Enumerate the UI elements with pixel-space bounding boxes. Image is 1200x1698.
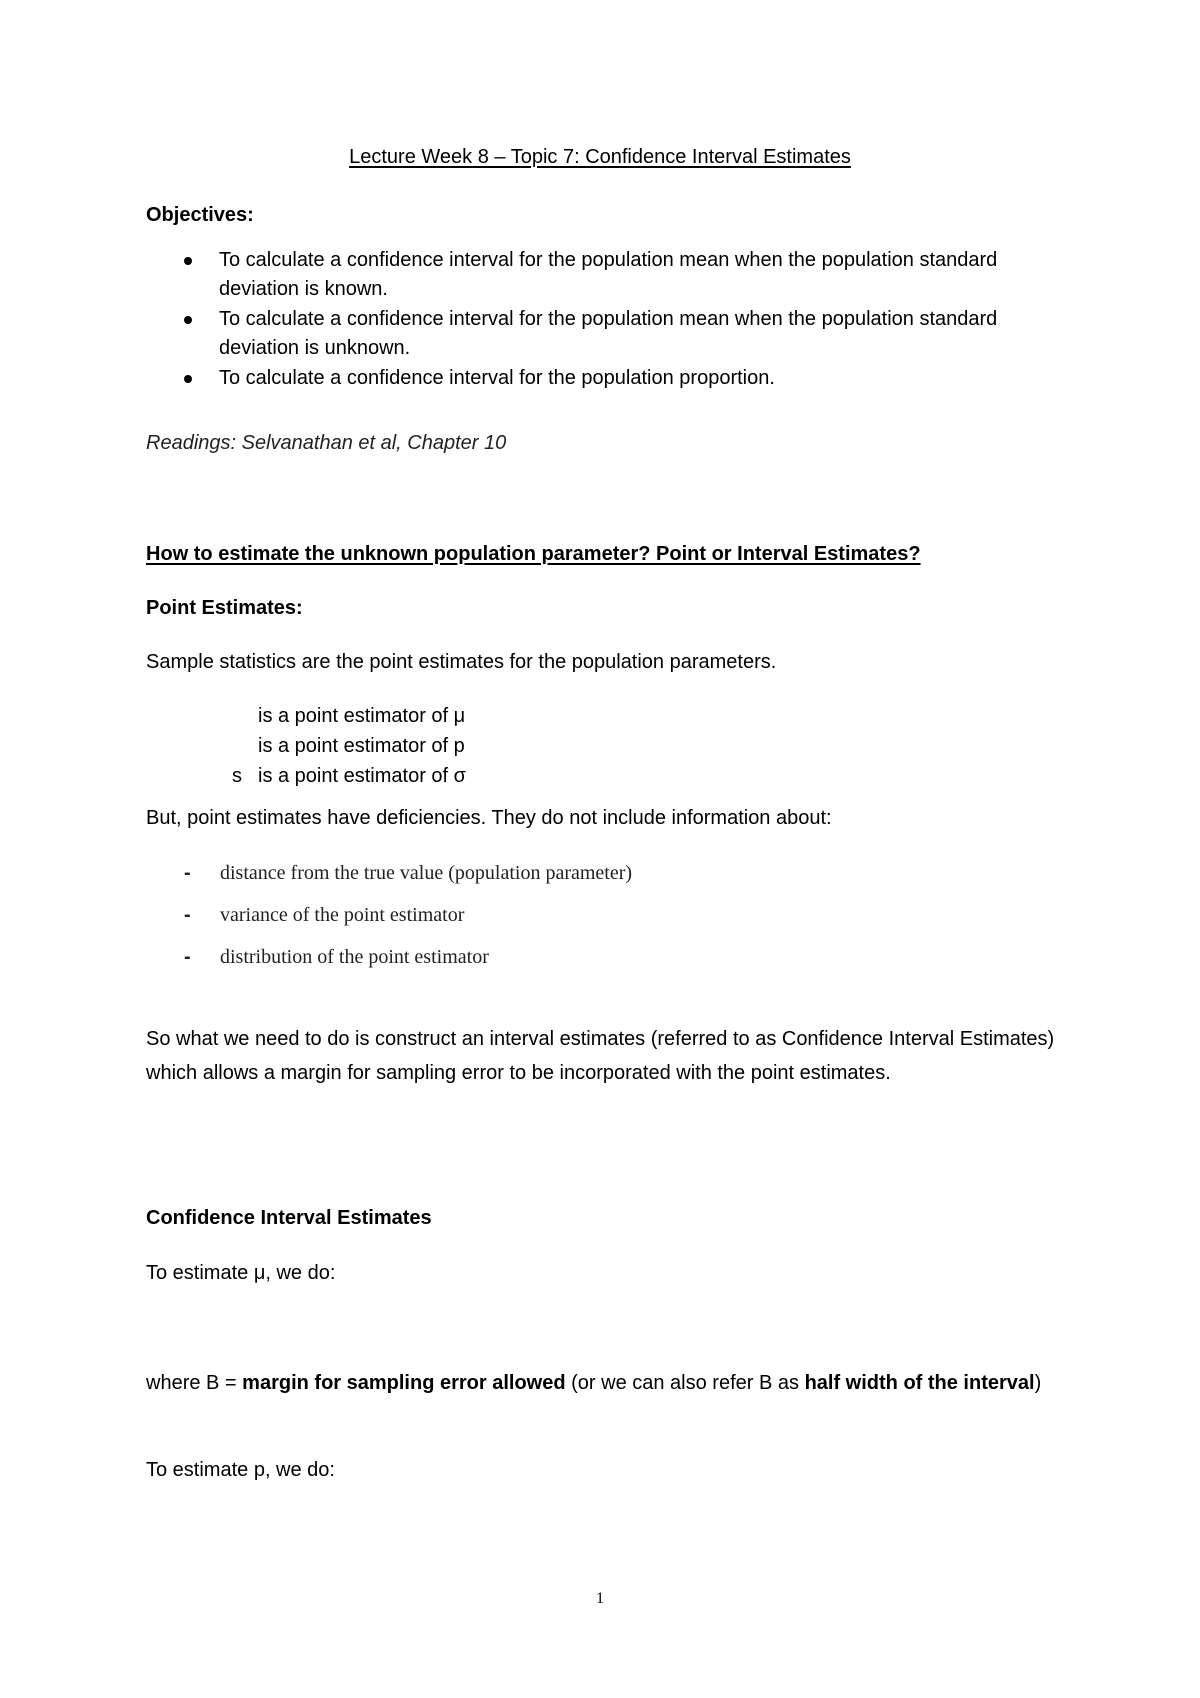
estimator-text: is a point estimator of p [258, 735, 465, 757]
list-item: - distribution of the point estimator [184, 936, 632, 978]
estimator-text: is a point estimator of μ [258, 705, 466, 727]
dash-icon: - [184, 862, 191, 884]
list-item: - variance of the point estimator [184, 894, 632, 936]
dash-icon: - [184, 946, 191, 968]
list-item: To calculate a confidence interval for the population mean when the population standard deviation is unknown. [146, 305, 1046, 363]
page-title: Lecture Week 8 – Topic 7: Confidence Interval Estimates [349, 146, 851, 168]
section-heading: How to estimate the unknown population parameter? Point or Interval Estimates? [146, 543, 921, 565]
interval-paragraph: So what we need to do is construct an interval estimates (referred to as Confidence Interval Estimates) which allows a margin for sampling error to be incorporated with the point estimates. [146, 1028, 1055, 1084]
estimator-symbol: s [232, 765, 242, 787]
estimator-text: is a point estimator of σ [258, 765, 466, 787]
ci-heading: Confidence Interval Estimates [146, 1207, 432, 1229]
objectives-heading: Objectives: [146, 204, 254, 226]
list-item: To calculate a confidence interval for the population proportion. [146, 364, 1046, 393]
estimate-mu-text: To estimate μ, we do: [146, 1262, 336, 1284]
dash-icon: - [184, 904, 191, 926]
objectives-list [146, 246, 1046, 394]
bullet-icon [184, 257, 192, 265]
readings-note: Readings: Selvanathan et al, Chapter 10 [146, 432, 507, 454]
bullet-icon [184, 375, 192, 383]
where-b-paragraph: where B = margin for sampling error allowed (or we can also refer B as half width of the interval) [146, 1372, 1042, 1394]
point-estimates-intro: Sample statistics are the point estimates for the population parameters. [146, 651, 777, 673]
deficiencies-list [184, 852, 632, 978]
estimate-p-text: To estimate p, we do: [146, 1459, 335, 1481]
bullet-icon [184, 316, 192, 324]
deficiencies-intro: But, point estimates have deficiencies. They do not include information about: [146, 807, 832, 829]
list-item: - distance from the true value (population parameter) [184, 852, 632, 894]
point-estimates-heading: Point Estimates: [146, 597, 303, 619]
list-item: To calculate a confidence interval for the population mean when the population standard deviation is known. [146, 246, 1046, 304]
page-number: 1 [596, 1590, 604, 1607]
